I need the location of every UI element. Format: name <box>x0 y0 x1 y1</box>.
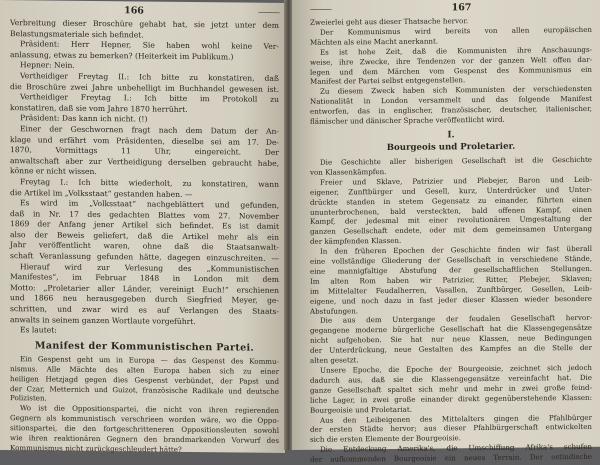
text-line: der aufkommenden Bourgeoisie ein neues Terrain. Der ostindische <box>310 452 592 464</box>
page-number-left: 166 <box>124 5 144 17</box>
text-line: ganzen Gesellschaft endete, oder mit dem gemeinsamen Untergang <box>310 224 592 237</box>
text-line: eigener, Zunftbürger und Gesell, kurz, Unterdrücker und Unter- <box>310 184 592 197</box>
text-line: Die Geschichte aller bisherigen Gesellschaft ist die Geschichte <box>320 154 592 167</box>
text-line: sich die ersten Elemente der Bourgeoisie. <box>310 433 461 445</box>
text-line: Hepner: Nein. <box>20 60 75 71</box>
chapter-title: Bourgeois und Proletarier. <box>386 141 516 153</box>
text-line: Kommunismus nicht zurückgeschleudert hätte? <box>10 443 182 454</box>
text-line: wie ihren reaktionären Gegnern den brandmarkenden Vorwurf des <box>10 433 279 445</box>
text-line: Im alten Rom haben wir Patrizier, Ritter, Plebejer, Sklaven; <box>310 273 592 286</box>
text-line: von Klassenkämpfen. <box>310 166 387 177</box>
text-line: drückte standen in stetem Gegensatz zu einander, führten einen <box>310 194 592 207</box>
text-line: Die aus dem Untergange der feudalen Gesellschaft hervor- <box>320 313 592 326</box>
text-line: daß in Nr. 17 des gedachten Blattes vom 27. November <box>10 208 279 221</box>
text-line: Wo ist die Oppositionspartei, die nicht von ihren regierenden <box>20 403 279 416</box>
text-line: Präsident: Das kann ich nicht. (!) <box>20 113 148 124</box>
header-rule-left: ——— <box>258 7 279 17</box>
text-line: weise, ihre Zwecke, ihre Tendenzen vor der ganzen Welt offen dar- <box>310 54 592 67</box>
right-text-block-chapter <box>310 155 592 465</box>
text-line: Aus den Leibeigenen des Mittelalters gingen die Pfahlbürger <box>320 412 592 425</box>
page-number-right: 167 <box>451 2 472 14</box>
text-line: entworfen, das in englischer, französischer, deutscher, italienischer, <box>310 104 592 116</box>
text-line: Gegnern als kommunistisch verschrieen worden wäre, wo die Oppo- <box>10 413 279 426</box>
text-line: schaft Veranlassung gefunden hätte, dagegen einzuschreiten. — <box>10 251 279 263</box>
text-line: anwaltschaft aber zur Vertheidigung derselben gebraucht habe, <box>10 155 279 168</box>
text-line: Hierauf wird zur Verlesung des „Kommunistischen <box>20 261 279 274</box>
text-line: konstatiren, daß sie vom Jahre 1870 herrührt. <box>10 102 188 114</box>
text-line: sitionspartei, die den fortgeschritteneren Oppositionsleuten sowohl <box>10 423 279 436</box>
text-line: Jahr veröffentlicht waren, ohne daß die Staatsanwalt- <box>10 240 279 253</box>
left-page <box>0 0 285 453</box>
header-rule-right: ——— <box>310 4 331 14</box>
text-line: Freier und Sklave, Patrizier und Plebejer, Baron und Leib- <box>320 174 592 187</box>
text-line: Freytag I.: Ich bitte wiederholt, zu konstatiren, wann <box>20 177 279 189</box>
text-line: Manifest der Partei selbst entgegenstellen. <box>310 75 466 87</box>
text-line: Vertheidiger Freytag I.: Ich bitte im Protokoll zu <box>20 92 279 105</box>
text-line: heiligen Hetzjagd gegen dies Gespenst verbündet, der Papst und <box>10 373 279 386</box>
text-line: der ersten Städte hervor; aus dieser Pfahlbürgerschaft entwickelten <box>310 422 592 435</box>
text-line: eine mannigfaltige Abstufung der gesellschaftlichen Stellungen. <box>310 263 592 276</box>
text-line: anlassung, etwas zu bemerken? (Heiterkeit im Publikum.) <box>10 49 234 62</box>
text-line: der Unterdrückung, neue Gestalten des Kampfes an die Stelle der <box>310 343 592 355</box>
text-line: im Mittelalter Feudalherren, Vasallen, Zunftbürger, Gesellen, Leib- <box>310 283 592 296</box>
text-line: Abstufungen. <box>310 305 359 316</box>
text-line: könne er nicht wissen. <box>10 166 97 177</box>
text-line: Motto: „Proletarier aller Länder, vereinigt Euch!“ erschienen <box>10 282 279 295</box>
text-line: ganze Gesellschaft spaltet sich mehr und mehr in zwei große feind- <box>310 382 592 395</box>
text-line: Bourgeoisie und Proletariat. <box>310 404 412 415</box>
text-line: Nationalität in London versammelt und das folgende Manifest <box>310 94 592 107</box>
text-line: Es wird im „Volksstaat“ nachgeblättert und gefunden, <box>20 198 279 211</box>
text-line: alten gesetzt. <box>310 355 359 365</box>
text-line: Es ist hohe Zeit, daß die Kommunisten ihre Anschauungs- <box>320 44 592 57</box>
text-line: Vertheidiger Freytag II.: Ich bitte zu konstatiren, daß <box>20 71 279 83</box>
text-line: Unsere Epoche, die Epoche der Bourgeoisie, zeichnet sich jedoch <box>320 362 592 375</box>
text-line: die Broschüre zwei Jahre unbehelligt im Buchhandel gewesen ist. <box>10 81 279 94</box>
text-line: 1869 der Anfang jener Artikel sich befindet. Es ist damit <box>10 219 279 232</box>
text-line: Mächten als eine Macht anerkannt. <box>310 36 439 47</box>
text-line: also der Beweis geliefert, daß die Artikel mehr als ein <box>10 229 279 242</box>
text-line: 1870, Vormittags 11 Uhr, eingereicht. Der <box>10 145 279 158</box>
page-header-left <box>10 4 279 18</box>
text-line: dadurch aus, daß sie die Klassengegensätze vereinfacht hat. Die <box>310 372 592 385</box>
text-line: die Artikel im „Volksstaat“ gestanden haben. — <box>10 187 193 199</box>
text-line: Die Entdeckung Amerika's, die Umschiffung Afrika's schufen <box>320 442 592 454</box>
chapter-number: I. <box>447 130 455 141</box>
text-line: ununterbrochenen, bald versteckten, bald offenen Kampf, einen <box>310 204 592 217</box>
text-line: nismus. Alle Mächte des alten Europa haben sich zu einer <box>10 363 279 376</box>
left-text-block-trial <box>10 18 279 339</box>
text-line: Es lautet: <box>20 325 57 335</box>
text-line: schritten, und zwar wird es auf Verlangen des Staats- <box>10 304 279 316</box>
text-line: eine vollständige Gliederung der Gesellschaft in verschiedene Stände, <box>310 253 592 266</box>
text-line: klage und erfährt vom Präsidenten, dieselbe sei am 17. De- <box>10 134 279 147</box>
text-line: gegangene moderne bürgerliche Gesellschaft hat die Klassengegensätze <box>310 323 592 336</box>
text-line: Zweierlei geht aus dieser Thatsache hervor. <box>310 16 469 27</box>
text-line: Kampf, der jedesmal mit einer revolutionären Umgestaltung der <box>310 214 592 227</box>
right-page <box>292 0 600 464</box>
text-line: eigene, und noch dazu in fast jeder dieser Klassen wieder besondere <box>310 293 592 306</box>
text-line: Belastungsmateriale sich befindet. <box>10 28 144 40</box>
text-line: Verbreitung dieser Broschüre gehabt hat, sie jetzt unter dem <box>10 18 279 30</box>
text-line: anwalts in seinem ganzen Wortlaute vorgeführt. <box>10 314 196 326</box>
text-line: Zu diesem Zweck haben sich Kommunisten der verschiedensten <box>320 84 592 97</box>
text-line: Präsident: Herr Hepner, Sie haben wohl keine Ver- <box>20 39 279 52</box>
right-text-block-intro <box>310 15 592 127</box>
text-line: In den früheren Epochen der Geschichte finden wir fast überall <box>320 243 592 256</box>
text-line: Ein Gespenst geht um in Europa — das Gespenst des Kommu- <box>20 354 279 366</box>
text-line: Manifestes“, im Februar 1848 in London mit dem <box>10 272 279 285</box>
text-line: nicht aufgehoben. Sie hat nur neue Klassen, neue Bedingungen <box>310 333 592 346</box>
manifesto-title: Manifest der Kommunistischen Partei. <box>34 340 255 354</box>
text-line: und 1866 neu herausgegeben durch Siegfried Meyer, ge- <box>10 293 279 306</box>
text-line: liche Lager, in zwei große einander direkt gegenüberstehende Klassen: <box>310 392 592 405</box>
page-header-right <box>310 1 592 15</box>
left-text-block-manifesto <box>10 354 279 456</box>
text-line: der kämpfenden Klassen. <box>310 236 402 247</box>
text-line: legen und dem Märchen vom Gespenst des Kommunismus ein <box>310 64 592 77</box>
text-line: Einer der Geschwornen fragt nach dem Datum der An- <box>20 124 279 136</box>
text-line: flämischer und dänischer Sprache veröffentlicht wird. <box>310 114 505 126</box>
text-line: der Czar, Metternich und Guizot, französische Radikale und deutsche <box>10 383 279 396</box>
text-line: Der Kommunismus wird bereits von allen europäischen <box>320 24 592 37</box>
text-line: Polizisten. <box>10 393 47 403</box>
